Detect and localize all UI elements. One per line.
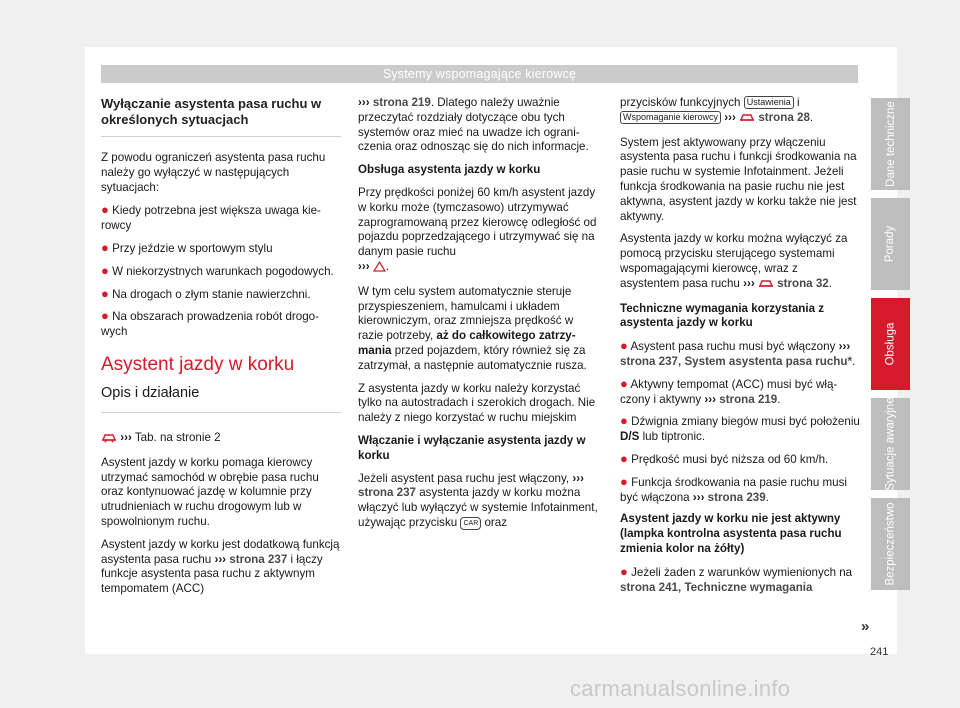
paragraph: System jest aktywowany przy włączeniu asystenta pasa ruchu i funkcji środkowania na pasie ruchu w systemie Infotainment. Jeżeli funkcja środkowania na pasie ruchu nie jest aktywna, asystent jazdy w korku także nie jest aktywny. — [620, 135, 857, 223]
page-link[interactable]: strona 237 — [229, 552, 288, 566]
heading: Obsługa asystenta jazdy w korku — [358, 163, 541, 177]
car-warning-icon — [739, 111, 755, 128]
page-header: Systemy wspomagające kierowcę — [101, 65, 858, 83]
bullet-icon: ● — [101, 202, 109, 218]
list-item: ● Aktywny tempomat (ACC) musi być włączony i aktywny ››› strona 219. — [620, 375, 838, 406]
page-link[interactable]: strona 239 — [707, 490, 766, 504]
column-3 — [620, 96, 860, 602]
list-item: ● Na obszarach prowadzenia robót drogowych — [101, 308, 319, 339]
car-button-icon[interactable]: CAR — [460, 517, 481, 530]
tab-porady[interactable]: Porady — [871, 198, 910, 290]
paragraph: Przy prędkości poniżej 60 km/h asystent jazdy w korku może (tymczasowo) utrzymywać zaprogramowaną przez kierowcę odległość od pojazdu poprzedzającego i utrzymywać się na danym pasie ruchu ››› . — [358, 186, 601, 277]
continue-icon: » — [861, 618, 870, 635]
list-item: ● Kiedy potrzebna jest większa uwaga kierowcy — [101, 202, 321, 233]
tab-bezpieczenstwo[interactable]: Bezpieczeństwo — [871, 498, 910, 590]
tab-dane-techniczne[interactable]: Dane techniczne — [871, 98, 910, 190]
bullet-icon: ● — [620, 563, 628, 579]
page-link[interactable]: strona 237 — [358, 486, 416, 500]
bullet-icon: ● — [620, 473, 628, 489]
car-warning-icon — [758, 277, 774, 294]
list-item: ● Prędkość musi być niższa od 60 km/h. — [620, 450, 829, 466]
tab-sytuacje-awaryjne[interactable]: Sytuacje awaryjne — [871, 398, 910, 490]
intro-paragraph: Z powodu ograniczeń asystenta pasa ruchu należy go wyłączyć w następujących sytuacjach: — [101, 151, 326, 194]
section-title: Wyłączanie asystenta pasa ruchu w określonych sytuacjach — [101, 96, 341, 137]
paragraph: Asystent jazdy w korku jest dodatkową funkcją asystenta pasa ruchu ››› strona 237 i łączy funkcje asystenta pasa ruchu z aktywnym tempomatem (ACC) — [101, 537, 340, 596]
heading: Włączanie i wyłączanie asystenta jazdy w korku — [358, 433, 586, 462]
tab-obsluga[interactable]: Obsługa — [871, 298, 910, 390]
paragraph: W tym celu system automatycznie steruje przyspieszeniem, hamulcami i układem kierowniczym, oraz zmniejsza prędkość w razie potrzeby, aż do całkowitego zatrzymania przed pojazdem, który również się za zatrzymał, a następnie automatycznie rusza. — [358, 284, 587, 372]
list-item: ● Przy jeździe w sportowym stylu — [101, 239, 273, 255]
list-item: ● W niekorzystnych warunkach pogodowych. — [101, 262, 334, 278]
page-link[interactable]: strona 32 — [777, 276, 829, 290]
list-item: ● Na drogach o złym stanie nawierzchni. — [101, 285, 311, 301]
bullet-icon: ● — [101, 285, 109, 301]
bullet-icon: ● — [101, 262, 109, 278]
heading: Techniczne wymagania korzystania z asystenta jazdy w korku — [620, 301, 825, 330]
list-item: ● Funkcja środkowania na pasie ruchu musi być włączona ››› strona 239. — [620, 473, 847, 504]
column-2 — [358, 96, 601, 539]
settings-key[interactable]: Ustawienia — [744, 96, 794, 109]
bullet-icon: ● — [101, 239, 109, 255]
bullet-icon: ● — [620, 338, 628, 354]
page-link[interactable]: strona 241, Techniczne wymagania — [620, 580, 813, 594]
paragraph: przycisków funkcyjnych Ustawienia i Wspomaganie kierowcy ››› strona 28. — [620, 96, 860, 128]
page-number: 241 — [870, 646, 889, 658]
list-item: ● Dźwignia zmiany biegów musi być położeniu D/S lub tiptronic. — [620, 413, 860, 444]
paragraph: Asystent jazdy w korku pomaga kierowcy utrzymać samochód w obrębie pasa ruchu oraz kontynuować jazdę w kolumnie przy utrudnieniach w ruchu drogowym lub w spowolnionym ruchu. — [101, 455, 319, 528]
list-item: ● Asystent pasa ruchu musi być włączony ››› strona 237, System asystenta pasa ruchu*. — [620, 338, 856, 368]
watermark: carmanualsonline.info — [570, 676, 791, 701]
page-link[interactable]: strona 28 — [758, 110, 810, 124]
column-1 — [101, 96, 341, 605]
bullet-icon: ● — [620, 413, 628, 429]
car-warning-icon — [101, 431, 117, 448]
paragraph: Jeżeli asystent pasa ruchu jest włączony, ››› strona 237 asystenta jazdy w korku można włączyć lub wyłączyć w systemie Infotainment, używając przycisku CAR oraz — [358, 471, 598, 529]
heading: Asystent jazdy w korku nie jest aktywny (lampka kontrolna asystenta pasa ruchu zmienia kolor na żółty) — [620, 512, 842, 555]
warning-triangle-icon — [373, 261, 386, 277]
paragraph: Asystenta jazdy w korku można wyłączyć za pomocą przycisku sterującego systemami wspomagającymi kierowcę, wraz z asystentem pasa ruchu ››› strona 32. — [620, 232, 860, 293]
table-reference[interactable]: ››› Tab. na stronie 2 — [101, 431, 341, 448]
paragraph: ››› strona 219. Dlatego należy uważnie przeczytać rozdziały dotyczące obu tych systemów oraz mieć na uwadze ich ograniczenia oraz odnosząc się do nich informacje. — [358, 96, 589, 154]
bullet-icon: ● — [620, 450, 628, 466]
subsection-title: Opis i działanie — [101, 384, 341, 413]
bullet-icon: ● — [620, 375, 628, 391]
page-link[interactable]: strona 219 — [719, 392, 778, 406]
list-item: ● Jeżeli żaden z warunków wymienionych na strona 241, Techniczne wymagania — [620, 563, 853, 594]
paragraph: Z asystenta jazdy w korku należy korzystać tylko na autostradach i szerokich drogach. Nie należy z niego korzystać w ruchu miejskim — [358, 381, 596, 425]
chapter-title: Asystent jazdy w korku — [101, 353, 295, 375]
driver-assist-key[interactable]: Wspomaganie kierowcy — [620, 111, 721, 124]
page-link[interactable]: strona 237, System asystenta pasa ruchu* — [620, 354, 852, 368]
bullet-icon: ● — [101, 308, 109, 324]
page-link[interactable]: strona 219 — [372, 96, 431, 109]
